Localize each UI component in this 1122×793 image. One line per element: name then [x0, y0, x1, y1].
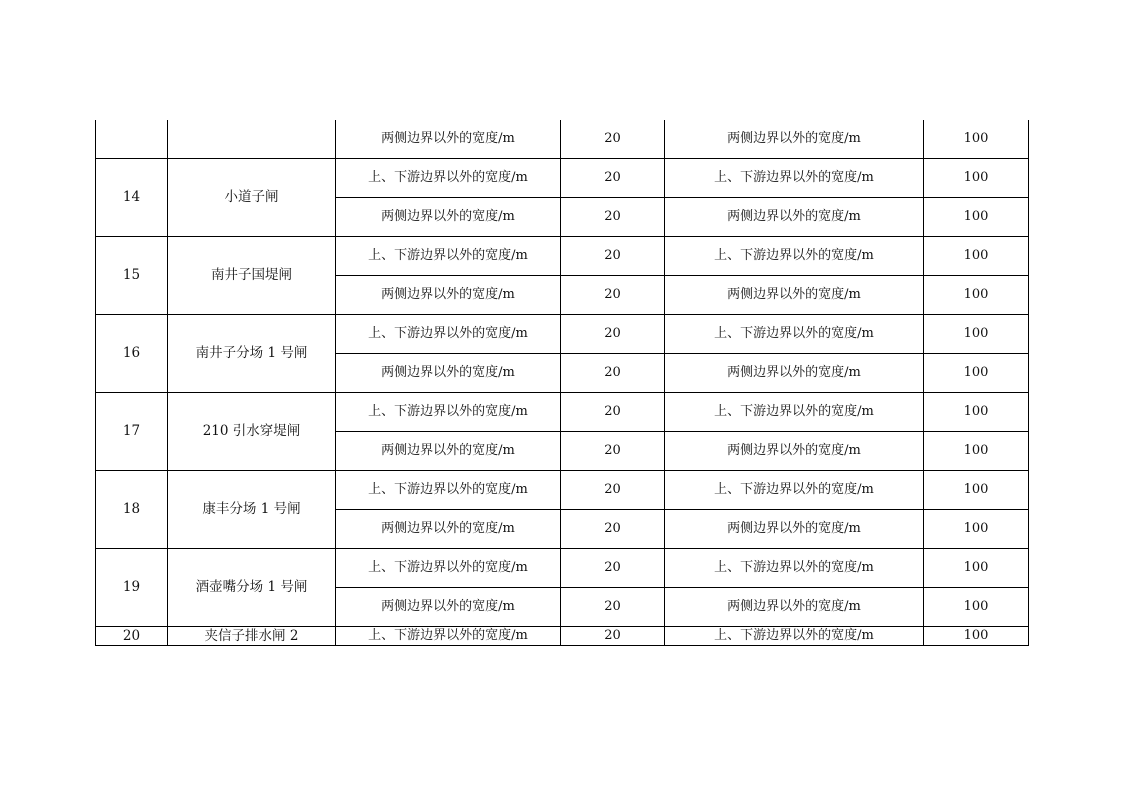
cell-value-2: 100	[924, 237, 1029, 276]
cell-desc-1: 两侧边界以外的宽度/m	[336, 120, 561, 159]
cell-value-2: 100	[924, 471, 1029, 510]
cell-index: 19	[96, 549, 168, 627]
cell-value-2: 100	[924, 198, 1029, 237]
cell-value-1: 20	[561, 549, 665, 588]
cell-value-1: 20	[561, 120, 665, 159]
cell-value-1: 20	[561, 354, 665, 393]
cell-desc-1: 两侧边界以外的宽度/m	[336, 432, 561, 471]
table-body	[96, 120, 1029, 646]
cell-index: 18	[96, 471, 168, 549]
cell-desc-1: 两侧边界以外的宽度/m	[336, 588, 561, 627]
cell-value-2: 100	[924, 549, 1029, 588]
cell-value-1: 20	[561, 588, 665, 627]
table-row	[96, 627, 1029, 646]
cell-index: 15	[96, 237, 168, 315]
cell-desc-1: 两侧边界以外的宽度/m	[336, 354, 561, 393]
cell-name-empty	[168, 120, 336, 159]
table-row	[96, 393, 1029, 432]
cell-desc-1: 上、下游边界以外的宽度/m	[336, 471, 561, 510]
cell-value-1: 20	[561, 198, 665, 237]
cell-value-1: 20	[561, 471, 665, 510]
cell-desc-2: 上、下游边界以外的宽度/m	[665, 393, 924, 432]
cell-value-2: 100	[924, 432, 1029, 471]
cell-index: 17	[96, 393, 168, 471]
cell-value-1: 20	[561, 315, 665, 354]
cell-index: 16	[96, 315, 168, 393]
protection-range-table	[95, 120, 1029, 646]
cell-value-2: 100	[924, 627, 1029, 646]
cell-desc-1: 两侧边界以外的宽度/m	[336, 510, 561, 549]
cell-desc-2: 两侧边界以外的宽度/m	[665, 276, 924, 315]
cell-desc-1: 上、下游边界以外的宽度/m	[336, 627, 561, 646]
cell-desc-2: 两侧边界以外的宽度/m	[665, 432, 924, 471]
cell-desc-1: 两侧边界以外的宽度/m	[336, 276, 561, 315]
cell-index: 14	[96, 159, 168, 237]
cell-value-2: 100	[924, 315, 1029, 354]
table-row	[96, 549, 1029, 588]
cell-value-2: 100	[924, 588, 1029, 627]
cell-index: 20	[96, 627, 168, 646]
cell-sluice-name: 小道子闸	[168, 159, 336, 237]
cell-value-2: 100	[924, 120, 1029, 159]
cell-desc-1: 上、下游边界以外的宽度/m	[336, 549, 561, 588]
cell-desc-2: 上、下游边界以外的宽度/m	[665, 159, 924, 198]
cell-desc-1: 上、下游边界以外的宽度/m	[336, 237, 561, 276]
cell-desc-2: 上、下游边界以外的宽度/m	[665, 471, 924, 510]
cell-value-2: 100	[924, 159, 1029, 198]
table-row	[96, 471, 1029, 510]
cell-sluice-name: 夹信子排水闸 2	[168, 627, 336, 646]
cell-sluice-name: 南井子国堤闸	[168, 237, 336, 315]
cell-sluice-name: 酒壶嘴分场 1 号闸	[168, 549, 336, 627]
cell-desc-1: 上、下游边界以外的宽度/m	[336, 315, 561, 354]
cell-value-1: 20	[561, 393, 665, 432]
table-row-continued	[96, 120, 1029, 159]
cell-index-empty	[96, 120, 168, 159]
cell-desc-2: 两侧边界以外的宽度/m	[665, 588, 924, 627]
table-row	[96, 315, 1029, 354]
cell-desc-1: 两侧边界以外的宽度/m	[336, 198, 561, 237]
cell-desc-1: 上、下游边界以外的宽度/m	[336, 393, 561, 432]
cell-desc-2: 两侧边界以外的宽度/m	[665, 120, 924, 159]
cell-value-1: 20	[561, 510, 665, 549]
cell-desc-2: 上、下游边界以外的宽度/m	[665, 549, 924, 588]
cell-desc-2: 两侧边界以外的宽度/m	[665, 510, 924, 549]
cell-value-1: 20	[561, 237, 665, 276]
cell-sluice-name: 210 引水穿堤闸	[168, 393, 336, 471]
cell-value-1: 20	[561, 276, 665, 315]
cell-sluice-name: 康丰分场 1 号闸	[168, 471, 336, 549]
cell-value-1: 20	[561, 159, 665, 198]
cell-value-1: 20	[561, 627, 665, 646]
cell-value-2: 100	[924, 354, 1029, 393]
cell-value-2: 100	[924, 276, 1029, 315]
cell-desc-1: 上、下游边界以外的宽度/m	[336, 159, 561, 198]
cell-desc-2: 两侧边界以外的宽度/m	[665, 354, 924, 393]
table-row	[96, 237, 1029, 276]
table-row	[96, 159, 1029, 198]
cell-value-2: 100	[924, 510, 1029, 549]
cell-value-1: 20	[561, 432, 665, 471]
cell-desc-2: 上、下游边界以外的宽度/m	[665, 237, 924, 276]
cell-desc-2: 上、下游边界以外的宽度/m	[665, 627, 924, 646]
cell-desc-2: 上、下游边界以外的宽度/m	[665, 315, 924, 354]
cell-sluice-name: 南井子分场 1 号闸	[168, 315, 336, 393]
cell-desc-2: 两侧边界以外的宽度/m	[665, 198, 924, 237]
cell-value-2: 100	[924, 393, 1029, 432]
